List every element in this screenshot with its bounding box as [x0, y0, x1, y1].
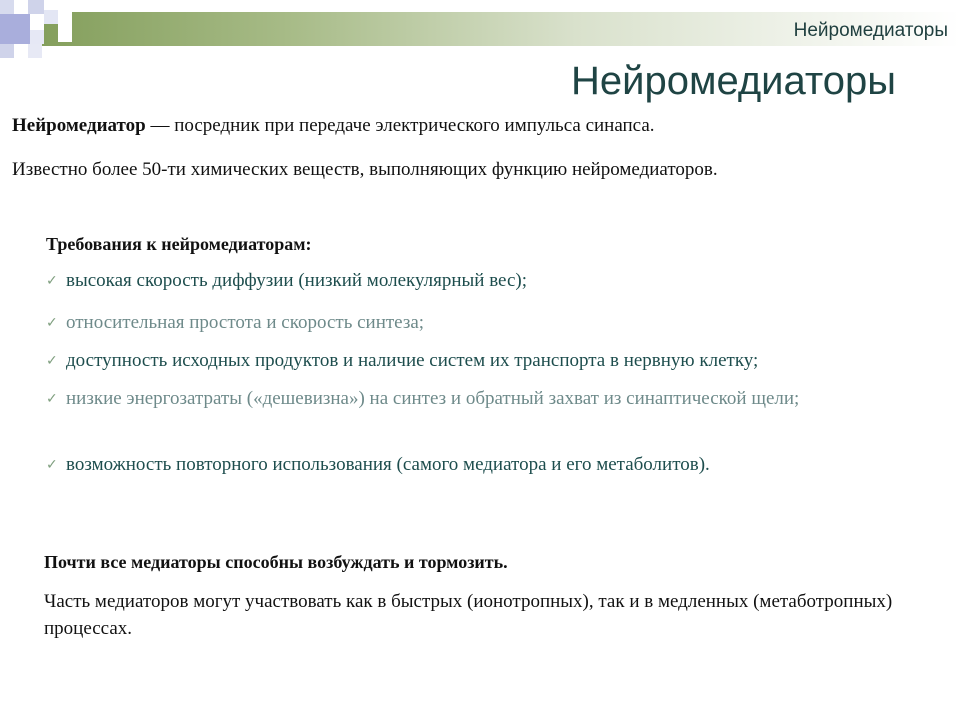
checkmark-icon: ✓: [46, 457, 58, 473]
requirement-item: [46, 386, 926, 412]
decor-square: [0, 0, 14, 14]
requirement-text: доступность исходных продуктов и наличие систем их транспорта в нервную клетку;: [66, 350, 759, 371]
decor-square: [14, 44, 28, 58]
requirement-item: [46, 348, 758, 374]
header-label: Нейромедиаторы: [793, 20, 948, 41]
slide-title: Нейромедиаторы: [571, 59, 896, 103]
requirements-heading: Требования к нейромедиаторам:: [46, 234, 312, 254]
definition-paragraph: [12, 114, 655, 138]
requirement-text: относительная простота и скорость синтеза;: [66, 312, 425, 333]
decor-square: [44, 10, 58, 24]
requirement-item: [46, 452, 710, 478]
checkmark-icon: ✓: [46, 315, 58, 331]
decor-square: [0, 14, 30, 44]
decor-square: [0, 44, 14, 58]
requirement-text: возможность повторного использования (самого медиатора и его метаболитов).: [66, 454, 710, 475]
decor-square: [58, 12, 72, 42]
definition-text: — посредник при передаче электрического импульса синапса.: [145, 115, 655, 136]
decor-square: [14, 0, 28, 14]
requirement-text: высокая скорость диффузии (низкий молекулярный вес);: [66, 270, 528, 291]
decor-square: [30, 30, 44, 44]
definition-term: Нейромедиатор: [12, 115, 146, 136]
conclusion-text: Часть медиаторов могут участвовать как в быстрых (ионотропных), так и в медленных (метаботропных) процессах.: [44, 591, 893, 639]
checkmark-icon: ✓: [46, 391, 58, 407]
fact-paragraph: Известно более 50-ти химических веществ, выполняющих функцию нейромедиаторов.: [12, 159, 718, 180]
decor-square: [30, 14, 44, 30]
requirement-item: [46, 310, 424, 336]
requirement-item: [46, 268, 527, 294]
decor-square: [28, 44, 42, 58]
requirement-text: низкие энергозатраты («дешевизна») на синтез и обратный захват из синаптической щели;: [66, 388, 800, 409]
checkmark-icon: ✓: [46, 273, 58, 289]
conclusion-heading: Почти все медиаторы способны возбуждать и тормозить.: [44, 552, 508, 572]
checkmark-icon: ✓: [46, 353, 58, 369]
